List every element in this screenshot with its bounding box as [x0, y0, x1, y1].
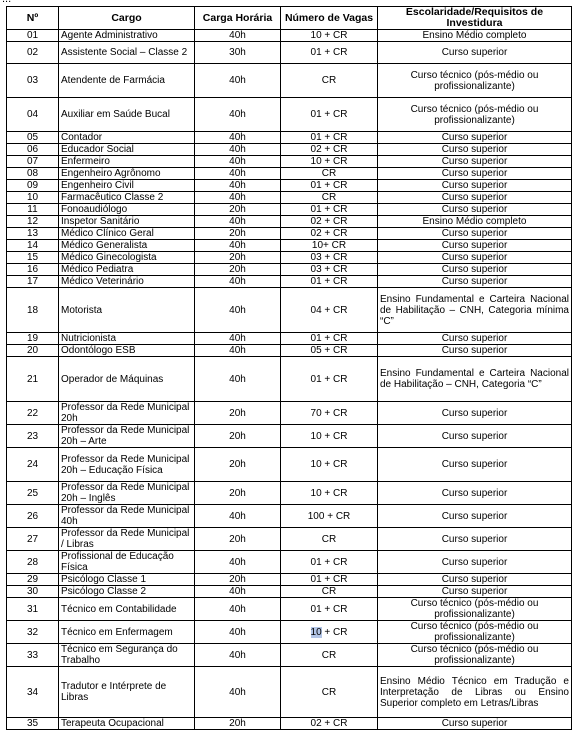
cell-cargo: Operador de Máquinas: [59, 357, 195, 402]
cell-carga: 40h: [195, 598, 281, 621]
cell-requisitos: Curso superior: [378, 448, 572, 482]
cell-vagas: 02 + CR: [281, 228, 378, 240]
cell-vagas: 01 + CR: [281, 204, 378, 216]
cell-cargo: Médico Veterinário: [59, 276, 195, 288]
cell-cargo: Atendente de Farmácia: [59, 64, 195, 98]
cell-vagas: 70 + CR: [281, 402, 378, 425]
cell-number: 03: [7, 64, 59, 98]
cell-requisitos: Curso técnico (pós-médio ou profissionalizante): [378, 598, 572, 621]
table-row: [7, 482, 572, 505]
cell-cargo: Médico Pediatra: [59, 264, 195, 276]
table-row: [7, 180, 572, 192]
cell-number: 33: [7, 644, 59, 667]
cell-requisitos: Curso técnico (pós-médio ou profissionalizante): [378, 64, 572, 98]
cell-vagas: 01 + CR: [281, 42, 378, 64]
col-header-cargo: Cargo: [59, 7, 195, 30]
cell-vagas: CR: [281, 528, 378, 551]
cell-carga: 40h: [195, 180, 281, 192]
cell-vagas: [281, 621, 378, 644]
table-row: [7, 276, 572, 288]
cell-vagas: 02 + CR: [281, 144, 378, 156]
cell-vagas: 02 + CR: [281, 216, 378, 228]
table-row: [7, 204, 572, 216]
cell-vagas: CR: [281, 168, 378, 180]
cell-requisitos: Curso superior: [378, 204, 572, 216]
cell-number: 29: [7, 574, 59, 586]
cell-requisitos: Curso superior: [378, 240, 572, 252]
cell-number: 15: [7, 252, 59, 264]
cell-carga: 40h: [195, 644, 281, 667]
cell-carga: 20h: [195, 448, 281, 482]
cell-requisitos: Curso superior: [378, 42, 572, 64]
col-header-carga: Carga Horária: [195, 7, 281, 30]
cell-requisitos: Curso superior: [378, 156, 572, 168]
cell-requisitos: Curso superior: [378, 482, 572, 505]
table-header-row: [7, 7, 572, 30]
cell-number: 30: [7, 586, 59, 598]
cell-requisitos: Ensino Médio completo: [378, 216, 572, 228]
cell-carga: 40h: [195, 667, 281, 718]
table-row: [7, 718, 572, 730]
cell-number: 34: [7, 667, 59, 718]
cell-vagas: 01 + CR: [281, 574, 378, 586]
table-row: [7, 528, 572, 551]
cell-number: 35: [7, 718, 59, 730]
cell-number: 09: [7, 180, 59, 192]
cell-vagas: 01 + CR: [281, 333, 378, 345]
cell-number: 07: [7, 156, 59, 168]
cell-requisitos: Curso superior: [378, 333, 572, 345]
table-row: [7, 98, 572, 132]
cell-carga: 40h: [195, 288, 281, 333]
cell-cargo: Professor da Rede Municipal 20h – Inglês: [59, 482, 195, 505]
cell-carga: 20h: [195, 528, 281, 551]
cell-requisitos: Curso superior: [378, 574, 572, 586]
cell-carga: 40h: [195, 276, 281, 288]
table-row: [7, 156, 572, 168]
table-row: [7, 425, 572, 448]
cell-vagas: 03 + CR: [281, 252, 378, 264]
table-row: [7, 42, 572, 64]
table-row: [7, 402, 572, 425]
table-row: [7, 357, 572, 402]
cell-cargo: Educador Social: [59, 144, 195, 156]
cell-cargo: Técnico em Contabilidade: [59, 598, 195, 621]
cell-vagas: 01 + CR: [281, 357, 378, 402]
cell-requisitos: Ensino Médio Técnico em Tradução e Interpretação de Libras ou Ensino Superior completo em Letras/Libras: [378, 667, 572, 718]
cell-carga: 40h: [195, 505, 281, 528]
cell-cargo: Engenheiro Civil: [59, 180, 195, 192]
table-row: [7, 228, 572, 240]
cell-carga: 40h: [195, 216, 281, 228]
cell-cargo: Inspetor Sanitário: [59, 216, 195, 228]
cell-vagas: 10 + CR: [281, 482, 378, 505]
cell-cargo: Médico Clínico Geral: [59, 228, 195, 240]
cell-cargo: Médico Generalista: [59, 240, 195, 252]
cell-number: 26: [7, 505, 59, 528]
cell-requisitos: Curso superior: [378, 276, 572, 288]
cell-cargo: Terapeuta Ocupacional: [59, 718, 195, 730]
table-row: [7, 144, 572, 156]
cell-vagas: 04 + CR: [281, 288, 378, 333]
truncated-caption: [2, 0, 11, 5]
cell-carga: 40h: [195, 192, 281, 204]
cell-vagas: 10 + CR: [281, 448, 378, 482]
cell-cargo: Agente Administrativo: [59, 30, 195, 42]
cell-requisitos: Curso superior: [378, 192, 572, 204]
table-row: [7, 345, 572, 357]
table-row: [7, 264, 572, 276]
table-row: [7, 586, 572, 598]
col-header-vagas: Número de Vagas: [281, 7, 378, 30]
table-row: [7, 333, 572, 345]
cell-vagas: 10+ CR: [281, 240, 378, 252]
cell-cargo: Psicólogo Classe 2: [59, 586, 195, 598]
cell-cargo: Motorista: [59, 288, 195, 333]
cell-requisitos: Curso superior: [378, 586, 572, 598]
cell-vagas: 01 + CR: [281, 132, 378, 144]
cell-vagas: CR: [281, 586, 378, 598]
cell-carga: 20h: [195, 402, 281, 425]
cell-number: 14: [7, 240, 59, 252]
cell-cargo: Professor da Rede Municipal 40h: [59, 505, 195, 528]
cell-number: 06: [7, 144, 59, 156]
cell-requisitos: Curso superior: [378, 144, 572, 156]
cell-carga: 40h: [195, 64, 281, 98]
vacancies-table: [6, 6, 572, 730]
cell-carga: 20h: [195, 204, 281, 216]
cell-carga: 20h: [195, 482, 281, 505]
cell-number: 13: [7, 228, 59, 240]
cell-number: 02: [7, 42, 59, 64]
cell-number: 11: [7, 204, 59, 216]
cell-cargo: Médico Ginecologista: [59, 252, 195, 264]
cell-carga: 40h: [195, 156, 281, 168]
cell-requisitos: Ensino Médio completo: [378, 30, 572, 42]
cell-carga: 40h: [195, 98, 281, 132]
cell-number: 20: [7, 345, 59, 357]
table-row: [7, 621, 572, 644]
cell-cargo: Professor da Rede Municipal 20h: [59, 402, 195, 425]
table-row: [7, 288, 572, 333]
cell-vagas: 02 + CR: [281, 718, 378, 730]
cell-vagas: 01 + CR: [281, 598, 378, 621]
cell-requisitos: Curso superior: [378, 551, 572, 574]
cell-vagas: 100 + CR: [281, 505, 378, 528]
cell-vagas: 01 + CR: [281, 551, 378, 574]
cell-carga: 30h: [195, 42, 281, 64]
cell-requisitos: Curso superior: [378, 264, 572, 276]
cell-requisitos: Curso superior: [378, 252, 572, 264]
cell-requisitos: Curso técnico (pós-médio ou profissionalizante): [378, 644, 572, 667]
cell-number: 08: [7, 168, 59, 180]
table-row: [7, 448, 572, 482]
table-row: [7, 551, 572, 574]
cell-vagas: CR: [281, 644, 378, 667]
cell-vagas: CR: [281, 192, 378, 204]
cell-cargo: Professor da Rede Municipal 20h – Educação Física: [59, 448, 195, 482]
table-row: [7, 574, 572, 586]
table-row: [7, 598, 572, 621]
table-row: [7, 64, 572, 98]
cell-carga: 40h: [195, 30, 281, 42]
cell-number: 12: [7, 216, 59, 228]
table-row: [7, 132, 572, 144]
cell-number: 16: [7, 264, 59, 276]
table-row: [7, 644, 572, 667]
cell-carga: 20h: [195, 252, 281, 264]
cell-vagas: 01 + CR: [281, 276, 378, 288]
table-row: [7, 667, 572, 718]
cell-number: 22: [7, 402, 59, 425]
cell-carga: 40h: [195, 144, 281, 156]
cell-carga: 20h: [195, 228, 281, 240]
table-row: [7, 240, 572, 252]
table-row: [7, 505, 572, 528]
cell-requisitos: Curso superior: [378, 425, 572, 448]
col-header-number: Nº: [7, 7, 59, 30]
cell-cargo: Odontólogo ESB: [59, 345, 195, 357]
cell-carga: 20h: [195, 425, 281, 448]
cell-requisitos: Curso técnico (pós-médio ou profissionalizante): [378, 98, 572, 132]
cell-carga: 40h: [195, 621, 281, 644]
cell-vagas: 03 + CR: [281, 264, 378, 276]
cell-cargo: Fonoaudiólogo: [59, 204, 195, 216]
cell-cargo: Contador: [59, 132, 195, 144]
cell-number: 27: [7, 528, 59, 551]
cell-requisitos: Curso superior: [378, 168, 572, 180]
cell-cargo: Farmacêutico Classe 2: [59, 192, 195, 204]
cell-vagas: CR: [281, 64, 378, 98]
cell-number: 01: [7, 30, 59, 42]
cell-carga: 20h: [195, 574, 281, 586]
cell-cargo: Assistente Social – Classe 2: [59, 42, 195, 64]
cell-cargo: Professor da Rede Municipal / Libras: [59, 528, 195, 551]
cell-carga: 40h: [195, 240, 281, 252]
cell-number: 25: [7, 482, 59, 505]
table-row: [7, 216, 572, 228]
cell-number: 23: [7, 425, 59, 448]
cell-requisitos: Curso superior: [378, 528, 572, 551]
cell-requisitos: Curso superior: [378, 505, 572, 528]
cell-cargo: Enfermeiro: [59, 156, 195, 168]
cell-cargo: Engenheiro Agrônomo: [59, 168, 195, 180]
cell-requisitos: Ensino Fundamental e Carteira Nacional de Habilitação – CNH, Categoria “C”: [378, 357, 572, 402]
cell-number: 24: [7, 448, 59, 482]
table-row: [7, 168, 572, 180]
col-header-requisitos: Escolaridade/Requisitos de Investidura: [378, 7, 572, 30]
cell-cargo: Professor da Rede Municipal 20h – Arte: [59, 425, 195, 448]
cell-number: 05: [7, 132, 59, 144]
cell-vagas: 10 + CR: [281, 425, 378, 448]
cell-vagas-rest: + CR: [321, 626, 348, 638]
text-selection-highlight[interactable]: 10: [310, 626, 322, 638]
cell-number: 10: [7, 192, 59, 204]
cell-cargo: Profissional de Educação Física: [59, 551, 195, 574]
cell-carga: 40h: [195, 168, 281, 180]
cell-vagas: 10 + CR: [281, 156, 378, 168]
cell-carga: 40h: [195, 551, 281, 574]
cell-vagas: 05 + CR: [281, 345, 378, 357]
cell-requisitos: Ensino Fundamental e Carteira Nacional de Habilitação – CNH, Categoria mínima “C”: [378, 288, 572, 333]
cell-carga: 20h: [195, 718, 281, 730]
cell-vagas: 01 + CR: [281, 180, 378, 192]
cell-number: 04: [7, 98, 59, 132]
cell-cargo: Tradutor e Intérprete de Libras: [59, 667, 195, 718]
cell-requisitos: Curso superior: [378, 228, 572, 240]
cell-number: 28: [7, 551, 59, 574]
cell-vagas: 10 + CR: [281, 30, 378, 42]
cell-number: 21: [7, 357, 59, 402]
cell-carga: 40h: [195, 586, 281, 598]
cell-vagas: 01 + CR: [281, 98, 378, 132]
cell-carga: 40h: [195, 357, 281, 402]
cell-requisitos: Curso superior: [378, 132, 572, 144]
cell-cargo: Técnico em Segurança do Trabalho: [59, 644, 195, 667]
cell-carga: 40h: [195, 132, 281, 144]
cell-requisitos: Curso superior: [378, 345, 572, 357]
cell-cargo: Nutricionista: [59, 333, 195, 345]
cell-requisitos: Curso superior: [378, 402, 572, 425]
cell-requisitos: Curso técnico (pós-médio ou profissionalizante): [378, 621, 572, 644]
cell-cargo: Psicólogo Classe 1: [59, 574, 195, 586]
cell-requisitos: Curso superior: [378, 180, 572, 192]
cell-number: 32: [7, 621, 59, 644]
cell-carga: 40h: [195, 345, 281, 357]
table-row: [7, 30, 572, 42]
cell-number: 19: [7, 333, 59, 345]
table-row: [7, 192, 572, 204]
cell-cargo: Técnico em Enfermagem: [59, 621, 195, 644]
cell-carga: 40h: [195, 333, 281, 345]
cell-number: 31: [7, 598, 59, 621]
cell-cargo: Auxiliar em Saúde Bucal: [59, 98, 195, 132]
cell-carga: 20h: [195, 264, 281, 276]
cell-vagas: CR: [281, 667, 378, 718]
table-row: [7, 252, 572, 264]
cell-number: 17: [7, 276, 59, 288]
cell-requisitos: Curso superior: [378, 718, 572, 730]
cell-number: 18: [7, 288, 59, 333]
